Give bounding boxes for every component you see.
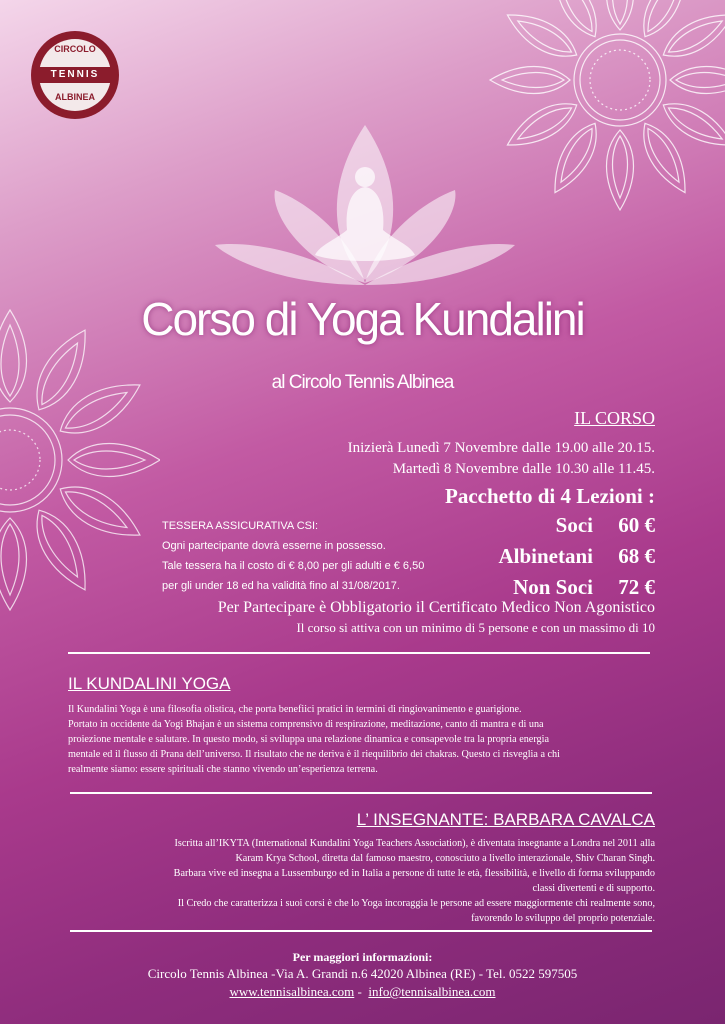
divider xyxy=(70,930,652,932)
price-row xyxy=(498,541,655,572)
tessera-line: TESSERA ASSICURATIVA CSI: xyxy=(162,520,319,532)
kundalini-heading: IL KUNDALINI YOGA xyxy=(68,674,231,693)
website-link[interactable]: www.tennisalbinea.com xyxy=(229,984,355,999)
divider xyxy=(70,792,652,794)
price-name: Non Soci xyxy=(513,575,593,599)
pacchetto-heading: Pacchetto di 4 Lezioni : xyxy=(445,484,655,508)
lotus-meditation-icon xyxy=(215,115,515,290)
tessera-line: Ogni partecipante dovrà esserne in possesso. xyxy=(162,540,386,552)
logo-text-bottom: ALBINEA xyxy=(55,92,95,102)
divider xyxy=(68,652,650,654)
kundalini-text xyxy=(68,702,668,777)
insegnante-line: Il Credo che caratterizza i suoi corsi è che lo Yoga incoraggia le persone ad essere maggiormente chi realmente sono, xyxy=(177,898,655,909)
subtitle: al Circolo Tennis Albinea xyxy=(271,372,454,393)
price-value: 68 € xyxy=(618,544,655,568)
email-link[interactable]: info@tennisalbinea.com xyxy=(368,984,496,999)
kundalini-line: proiezione mentale e salutare. In questo modo, si sviluppa una relazione dinamica e consapevole tra la propria energia xyxy=(68,734,549,745)
insegnante-line: Barbara vive ed insegna a Lussemburgo ed in Italia a persone di tutte le età, flessibilità, e livello di forma sviluppando xyxy=(173,868,655,879)
kundalini-line: Il Kundalini Yoga è una filosofia olistica, che porta benefiici pratici in termini di ringiovanimento e guarigione. xyxy=(68,704,522,715)
kundalini-line: realmente siamo: essere spirituali che stanno vivendo un’esperienza terrena. xyxy=(68,764,378,775)
price-list xyxy=(498,510,655,603)
certificato-notice: Per Partecipare è Obbligatorio il Certificato Medico Non Agonistico xyxy=(217,599,655,616)
kundalini-line: mentale ed il flusso di Prana dell’universo. Il risultato che ne deriva è il riequilibrio dei chakras. Questo ci risveglia a chi xyxy=(68,749,560,760)
insegnante-heading: L’ INSEGNANTE: BARBARA CAVALCA xyxy=(356,810,655,829)
insegnante-line: Karam Krya School, diretta dal famoso maestro, conosciuto a livello interazionale, Shiv Charan Singh. xyxy=(235,853,655,864)
tessera-info xyxy=(162,516,462,596)
info-address: Circolo Tennis Albinea -Via A. Grandi n.6 42020 Albinea (RE) - Tel. 0522 597505 xyxy=(147,966,578,981)
info-links xyxy=(0,984,725,1000)
insegnante-line: favorendo lo sviluppo del proprio potenziale. xyxy=(471,913,655,924)
price-row xyxy=(498,510,655,541)
kundalini-line: Portato in occidente da Yogi Bhajan è un sistema comprensivo di respirazione, meditazione, canto di mantra e di una xyxy=(68,719,544,730)
link-separator: - xyxy=(354,984,369,999)
corso-line-1: Inizierà Lunedì 7 Novembre dalle 19.00 alle 20.15. xyxy=(347,440,655,456)
corso-line-2: Martedì 8 Novembre dalle 10.30 alle 11.45. xyxy=(392,461,655,477)
price-value: 60 € xyxy=(618,513,655,537)
corso-heading: IL CORSO xyxy=(574,408,655,428)
logo-text-top: CIRCOLO xyxy=(54,44,96,54)
price-value: 72 € xyxy=(618,575,655,599)
tessera-line: Tale tessera ha il costo di € 8,00 per gli adulti e € 6,50 xyxy=(162,560,425,572)
price-name: Soci xyxy=(555,513,593,537)
price-name: Albinetani xyxy=(498,544,593,568)
insegnante-text xyxy=(55,836,655,926)
logo-text-middle: TENNIS xyxy=(50,69,100,80)
insegnante-line: classi divertenti e di supporto. xyxy=(532,883,655,894)
club-logo xyxy=(30,30,120,120)
participants-notice: Il corso si attiva con un minimo di 5 persone e con un massimo di 10 xyxy=(296,620,655,635)
tessera-line: per gli under 18 ed ha validità fino al 31/08/2017. xyxy=(162,580,400,592)
page-title: Corso di Yoga Kundalini xyxy=(141,293,584,345)
info-title: Per maggiori informazioni: xyxy=(292,950,433,964)
insegnante-line: Iscritta all’IKYTA (International Kundalini Yoga Teachers Association), è diventata insegnante a Londra nel 2011 alla xyxy=(174,838,655,849)
